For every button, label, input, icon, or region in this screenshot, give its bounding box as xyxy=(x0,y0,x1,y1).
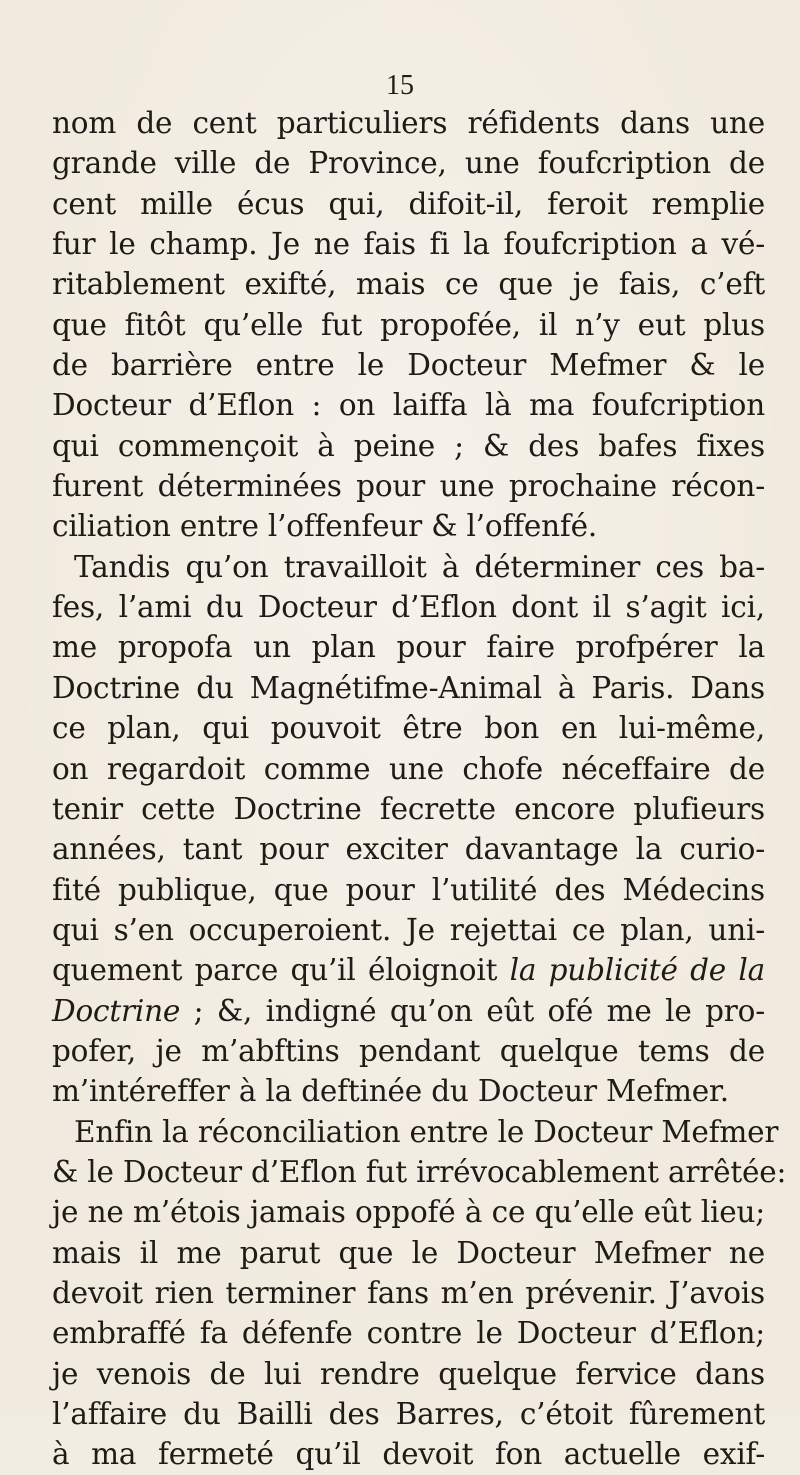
line-text: fur le champ. Je ne fais fi la foufcription a vé- xyxy=(52,227,765,262)
line-text: me propofa un plan pour faire profpérer la xyxy=(52,630,765,665)
text-line xyxy=(52,1152,787,1192)
line-text: Tandis qu’on travailloit à déterminer ces ba- xyxy=(74,549,765,584)
line-text: ciliation entre l’offenfeur & l’offenfé. xyxy=(52,509,598,544)
line-text: fes, l’ami du Docteur d’Eflon dont il s’agit ici, xyxy=(52,590,765,625)
italic-text: la publicité de la xyxy=(509,953,766,988)
text-line xyxy=(52,1313,765,1353)
text-line xyxy=(52,264,765,304)
line-text: devoit rien terminer fans m’en prévenir. J’avois xyxy=(52,1275,765,1310)
line-text: Enfin la réconciliation entre le Docteur Mefmer xyxy=(74,1114,779,1149)
text-line xyxy=(52,627,765,667)
text-line xyxy=(52,587,765,627)
text-line xyxy=(52,345,765,385)
text-line xyxy=(52,991,765,1031)
line-text: Doctrine du Magnétifme-Animal à Paris. Dans xyxy=(52,670,765,705)
text-line xyxy=(52,910,765,950)
line-text: & le Docteur d’Eflon fut irrévocablement arrêtée: xyxy=(52,1154,787,1189)
text-line xyxy=(52,950,765,990)
text-line xyxy=(52,1434,765,1474)
line-text: nom de cent particuliers réfidents dans une xyxy=(52,106,765,140)
page-number: 15 xyxy=(386,70,414,101)
line-text: l’affaire du Bailli des Barres, c’étoit fûrement xyxy=(52,1397,765,1431)
text-line xyxy=(52,506,765,546)
text-line xyxy=(52,749,765,789)
text-line xyxy=(52,466,765,506)
text-line xyxy=(52,708,765,748)
italic-text: Doctrine xyxy=(52,993,181,1028)
line-text: mais il me parut que le Docteur Mefmer ne xyxy=(52,1235,765,1270)
line-text: qui commençoit à peine ; & des bafes fixes xyxy=(52,428,765,463)
text-line xyxy=(52,385,765,425)
line-text: m’intéreffer à la deftinée du Docteur Mefmer. xyxy=(52,1074,729,1109)
line-text: ce plan, qui pouvoit être bon en lui-même, xyxy=(52,711,765,746)
line-text: embraffé fa défenfe contre le Docteur d’Eflon; xyxy=(52,1316,765,1351)
line-text: ; &, indigné qu’on eût ofé me le pro- xyxy=(180,993,765,1028)
text-line xyxy=(52,829,765,869)
line-text: furent déterminées pour une prochaine récon- xyxy=(52,469,765,504)
line-text: tenir cette Doctrine fecrette encore plufieurs xyxy=(52,791,765,826)
line-text: Docteur d’Eflon : on laiffa là ma foufcription xyxy=(52,388,765,423)
text-line xyxy=(52,547,765,587)
text-line xyxy=(52,184,765,224)
line-text: cent mille écus qui, difoit-il, feroit remplie xyxy=(52,186,765,221)
text-line xyxy=(52,143,765,183)
text-line xyxy=(52,870,765,910)
text-line xyxy=(52,224,765,264)
line-text: je ne m’étois jamais oppofé à ce qu’elle eût lieu; xyxy=(52,1195,765,1230)
line-text: qui s’en occuperoient. Je rejettai ce plan, uni- xyxy=(52,912,765,947)
line-text: à ma fermeté qu’il devoit fon actuelle exif- xyxy=(52,1437,765,1472)
line-text: quement parce qu’il éloignoit xyxy=(52,953,510,988)
body-text xyxy=(52,103,787,1475)
text-line xyxy=(52,305,765,345)
text-line xyxy=(52,1071,765,1111)
line-text: que fitôt qu’elle fut propofée, il n’y eut plus xyxy=(52,307,765,342)
text-line xyxy=(52,103,765,143)
line-text: je venois de lui rendre quelque fervice dans xyxy=(52,1356,765,1391)
text-line xyxy=(52,1112,779,1152)
line-text: pofer, je m’abftins pendant quelque tems de xyxy=(52,1033,765,1068)
line-text: années, tant pour exciter davantage la curio- xyxy=(52,832,765,867)
text-line xyxy=(52,426,765,466)
line-text: de barrière entre le Docteur Mefmer & le xyxy=(52,348,765,383)
line-text: fité publique, que pour l’utilité des Médecins xyxy=(52,872,765,907)
line-text: grande ville de Province, une foufcription de xyxy=(52,146,765,181)
text-line xyxy=(52,1192,765,1232)
line-text: ritablement exifté, mais ce que je fais, c’eft xyxy=(52,267,765,302)
text-line xyxy=(52,1031,765,1071)
text-line xyxy=(52,1354,765,1394)
text-line xyxy=(52,668,765,708)
text-line xyxy=(52,789,765,829)
text-line xyxy=(52,1273,765,1313)
line-text: on regardoit comme une chofe néceffaire de xyxy=(52,751,765,786)
text-line xyxy=(52,1394,765,1434)
text-line xyxy=(52,1233,765,1273)
